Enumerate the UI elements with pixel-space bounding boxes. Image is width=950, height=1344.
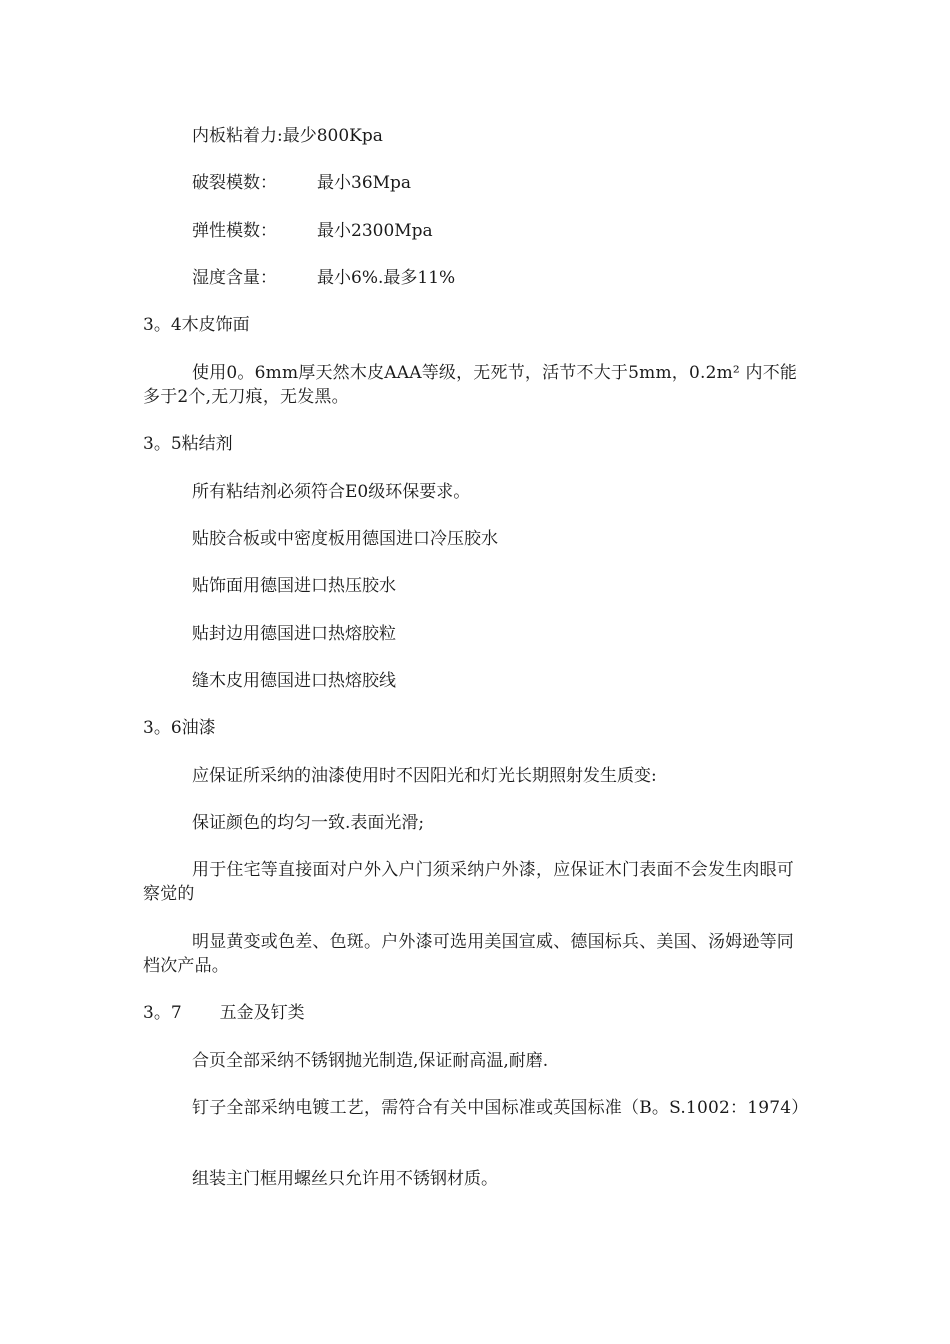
paragraph: 应保证所采纳的油漆使用时不因阳光和灯光长期照射发生质变:	[192, 766, 657, 786]
prop-line-elastic	[192, 219, 433, 243]
prop-label: 内板粘着力:	[192, 126, 283, 146]
paragraph: 用于住宅等直接面对户外入户门须采纳户外漆，应保证木门表面不会发生肉眼可察觉的	[143, 860, 794, 904]
section-heading: 3。6油漆	[143, 718, 216, 738]
list-item: 缝木皮用德国进口热熔胶线	[192, 671, 396, 691]
prop-value: 最少800Kpa	[282, 126, 383, 146]
prop-label: 破裂模数：	[192, 173, 277, 193]
section-title: 五金及钉类	[219, 1003, 305, 1023]
prop-line-moisture	[192, 266, 455, 290]
section-heading: 3。5粘结剂	[143, 434, 233, 454]
prop-line-rupture	[192, 171, 411, 195]
list-item: 贴胶合板或中密度板用德国进口冷压胶水	[192, 529, 498, 549]
section-number: 3。7	[143, 1003, 182, 1023]
paragraph: 明显黄变或色差、色斑。户外漆可选用美国宣威、德国标兵、美国、汤姆逊等同档次产品。	[143, 932, 794, 976]
list-item: 贴饰面用德国进口热压胶水	[192, 576, 396, 596]
prop-label: 弹性模数：	[192, 221, 277, 241]
section-heading: 3。4木皮饰面	[143, 315, 250, 335]
paragraph: 使用0。6mm厚天然木皮AAA等级，无死节，活节不大于5mm，0.2m² 内不能多于2个,无刀痕，无发黑。	[143, 363, 798, 407]
prop-line-adhesion	[192, 124, 383, 148]
paragraph: 合页全部采纳不锈钢抛光制造,保证耐高温,耐磨.	[192, 1051, 549, 1071]
list-item: 贴封边用德国进口热熔胶粒	[192, 624, 396, 644]
paragraph: 保证颜色的均匀一致.表面光滑;	[192, 813, 425, 833]
prop-value: 最小6%.最多11%	[317, 268, 456, 288]
paragraph: 组装主门框用螺丝只允许用不锈钢材质。	[192, 1169, 498, 1189]
section-heading	[143, 1001, 305, 1025]
paragraph: 钉子全部采纳电镀工艺，需符合有关中国标准或英国标准（B。S.1002：1974）	[192, 1098, 809, 1118]
prop-label: 湿度含量：	[192, 268, 277, 288]
list-item: 所有粘结剂必须符合E0级环保要求。	[192, 482, 471, 502]
prop-value: 最小2300Mpa	[317, 221, 433, 241]
prop-value: 最小36Mpa	[317, 173, 412, 193]
